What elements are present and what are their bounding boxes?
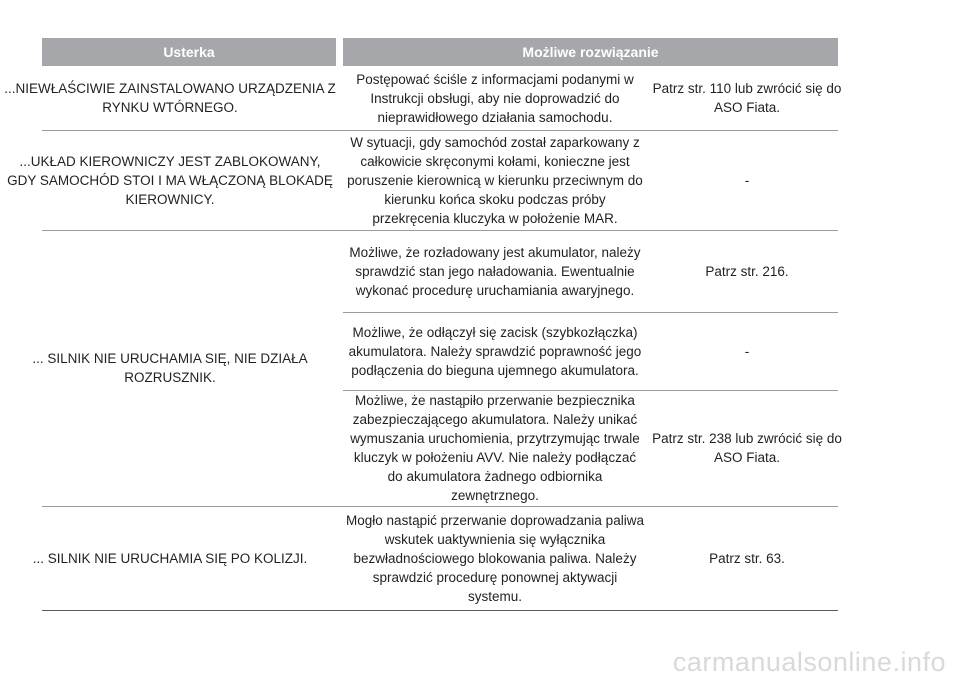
cause-cell: W sytuacji, gdy samochód został zaparkowany z całkowicie skręconymi kołami, konieczne jest poruszenie kierownicą w kierunku przeciwnym do kierunku końca skoku podczas próby przekręcenia kluczyka w położenie MAR. bbox=[347, 134, 643, 226]
reference-cell: Patrz str. 238 lub zwrócić się do ASO Fiata. bbox=[652, 431, 842, 465]
fault-cell: ...NIEWŁAŚCIWIE ZAINSTALOWANO URZĄDZENIA Z RYNKU WTÓRNEGO. bbox=[4, 81, 336, 115]
reference-cell: - bbox=[744, 343, 750, 359]
cause-cell: Możliwe, że rozładowany jest akumulator, należy sprawdzić stan jego naładowania. Ewentualnie wykonać procedurę uruchamiania awaryjnego. bbox=[349, 244, 641, 298]
watermark: carmanualsonline.info bbox=[672, 647, 946, 677]
fault-cell: ... SILNIK NIE URUCHAMIA SIĘ PO KOLIZJI. bbox=[32, 550, 308, 566]
reference-cell: Patrz str. 216. bbox=[705, 263, 789, 279]
reference-cell: Patrz str. 110 lub zwrócić się do ASO Fiata. bbox=[652, 81, 842, 115]
reference-cell: Patrz str. 63. bbox=[709, 550, 785, 566]
cause-cell: Możliwe, że odłączył się zacisk (szybkozłączka) akumulatora. Należy sprawdzić poprawność jego podłączenia do bieguna ujemnego akumulatora. bbox=[348, 324, 642, 378]
table-header-remedy: Możliwe rozwiązanie bbox=[343, 38, 838, 66]
reference-cell: - bbox=[744, 172, 750, 188]
fault-cell: ...UKŁAD KIEROWNICZY JEST ZABLOKOWANY, GDY SAMOCHÓD STOI I MA WŁĄCZONĄ BLOKADĘ KIEROWNICY. bbox=[7, 153, 333, 207]
table-bottom-rule bbox=[42, 610, 838, 611]
cause-cell: Mogło nastąpić przerwanie doprowadzania paliwa wskutek uaktywnienia się wyłącznika bezwładnościowego blokowania paliwa. Należy sprawdzić procedurę ponownej aktywacji systemu. bbox=[346, 512, 644, 604]
table-header-fault: Usterka bbox=[42, 38, 336, 66]
fault-cell: ... SILNIK NIE URUCHAMIA SIĘ, NIE DZIAŁA ROZRUSZNIK. bbox=[32, 351, 308, 385]
cause-cell: Możliwe, że nastąpiło przerwanie bezpiecznika zabezpieczającego akumulatora. Należy unikać wymuszania uruchomienia, przytrzymując trwale kluczyk w położeniu AVV. Nie należy podłączać do akumulatora żadnego odbiornika zewnętrznego. bbox=[350, 393, 640, 503]
cause-cell: Postępować ściśle z informacjami podanymi w Instrukcji obsługi, aby nie doprowadzić do nieprawidłowego działania samochodu. bbox=[356, 71, 634, 125]
